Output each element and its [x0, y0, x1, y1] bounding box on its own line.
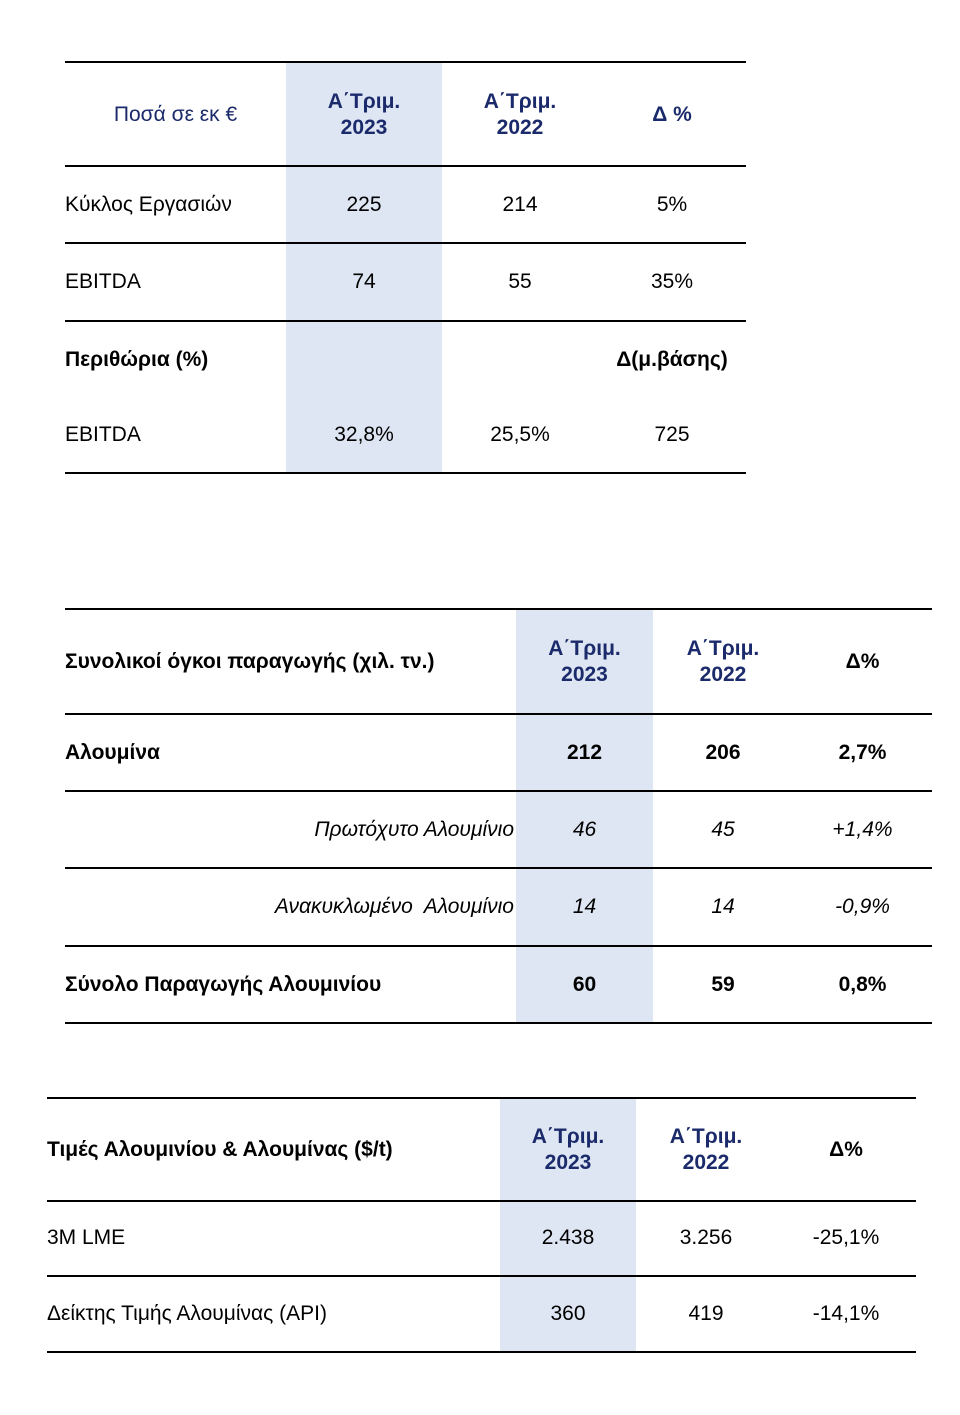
cell-delta: 35%	[650, 270, 694, 293]
cell-2022: 45	[711, 818, 735, 841]
header-label-text: Τιμές Αλουμινίου & Αλουμίνας ($/t)	[47, 1137, 393, 1161]
header-delta-text: Δ%	[829, 1137, 863, 1161]
header-period: Α΄Τριμ.	[327, 89, 401, 113]
cell-delta: -25,1%	[812, 1226, 880, 1249]
header-year: 2022	[699, 663, 747, 686]
header-label-text: Συνολικοί όγκοι παραγωγής (χιλ. τν.)	[65, 650, 435, 673]
row-label: Κύκλος Εργασιών	[65, 193, 232, 216]
header-delta-text: Δ %	[652, 102, 692, 126]
cell-delta: +1,4%	[832, 818, 893, 841]
header-period: Α΄Τριμ.	[548, 637, 621, 660]
cell-2023: 225	[346, 193, 382, 216]
section-delta-label: Δ(μ.βάσης)	[616, 348, 728, 371]
column-header-delta	[776, 1099, 916, 1200]
cell-2022: 14	[711, 895, 735, 918]
table-row	[65, 167, 746, 243]
cell-2022: 206	[705, 741, 741, 764]
cell-2022: 25,5%	[490, 423, 550, 446]
table-rule	[65, 1022, 932, 1024]
table-row	[65, 947, 932, 1022]
cell-2022: 214	[502, 193, 538, 216]
header-year: 2023	[561, 663, 608, 686]
column-header-2022	[653, 610, 793, 714]
header-delta-text: Δ%	[845, 650, 880, 673]
cell-2022: 59	[711, 972, 735, 996]
table-prices	[47, 1097, 916, 1353]
table-production	[65, 608, 932, 1024]
column-header-2022	[636, 1099, 776, 1200]
row-label: Ανακυκλωμένο Αλουμίνιο	[274, 895, 514, 918]
header-period: Α΄Τριμ.	[669, 1124, 743, 1148]
column-header-label	[65, 610, 516, 714]
section-label: Περιθώρια (%)	[65, 348, 209, 371]
cell-2022: 3.256	[679, 1226, 733, 1249]
table-header-row	[65, 63, 746, 166]
table-row	[47, 1277, 916, 1351]
cell-2023: 2.438	[541, 1226, 595, 1249]
row-label: Σύνολο Παραγωγής Αλουμινίου	[65, 972, 382, 996]
column-header-2023	[516, 610, 653, 714]
column-header-2023	[286, 63, 442, 166]
cell-2023: 46	[572, 818, 597, 841]
column-header-2023	[500, 1099, 636, 1200]
header-year: 2022	[496, 115, 544, 139]
column-header-delta	[793, 610, 932, 714]
column-header-delta	[598, 63, 746, 166]
table-row	[65, 792, 932, 868]
cell-delta: 5%	[656, 193, 688, 216]
table-row	[65, 715, 932, 791]
cell-2022: 55	[508, 270, 532, 293]
table-row	[65, 869, 932, 945]
header-year: 2023	[544, 1150, 592, 1174]
row-label: EBITDA	[65, 270, 141, 293]
column-header-label	[47, 1099, 500, 1200]
table-header-row	[65, 610, 932, 714]
header-period: Α΄Τριμ.	[483, 89, 557, 113]
cell-delta: -0,9%	[835, 895, 890, 918]
cell-2023: 212	[566, 741, 603, 764]
cell-2023: 74	[352, 270, 376, 293]
cell-delta: 2,7%	[838, 741, 887, 764]
cell-2023: 32,8%	[334, 423, 394, 446]
cell-2023: 14	[572, 895, 597, 918]
column-header-label	[65, 63, 286, 166]
table-row	[65, 398, 746, 472]
table-rule	[65, 472, 746, 474]
row-label: Πρωτόχυτο Αλουμίνιο	[314, 818, 514, 841]
header-period: Α΄Τριμ.	[531, 1124, 605, 1148]
table-header-row	[47, 1099, 916, 1200]
row-label: Αλουμίνα	[65, 741, 160, 764]
header-period: Α΄Τριμ.	[686, 637, 760, 660]
cell-2023: 360	[550, 1302, 586, 1325]
header-year: 2022	[682, 1150, 730, 1174]
cell-delta: -14,1%	[812, 1302, 880, 1325]
cell-2023: 60	[572, 972, 597, 996]
row-label: 3M LME	[47, 1226, 126, 1249]
table-row	[47, 1202, 916, 1274]
cell-delta: 725	[654, 423, 690, 446]
table-section-row	[65, 322, 746, 398]
column-header-2022	[442, 63, 598, 166]
table-rule	[47, 1351, 916, 1353]
row-label: Δείκτης Τιμής Αλουμίνας (API)	[47, 1302, 327, 1325]
cell-delta: 0,8%	[838, 972, 887, 996]
cell-2022: 419	[688, 1302, 724, 1325]
table-financials	[65, 61, 746, 474]
table-row	[65, 244, 746, 320]
header-year: 2023	[340, 115, 388, 139]
header-label-text: Ποσά σε εκ €	[113, 102, 238, 126]
row-label: EBITDA	[65, 423, 141, 446]
